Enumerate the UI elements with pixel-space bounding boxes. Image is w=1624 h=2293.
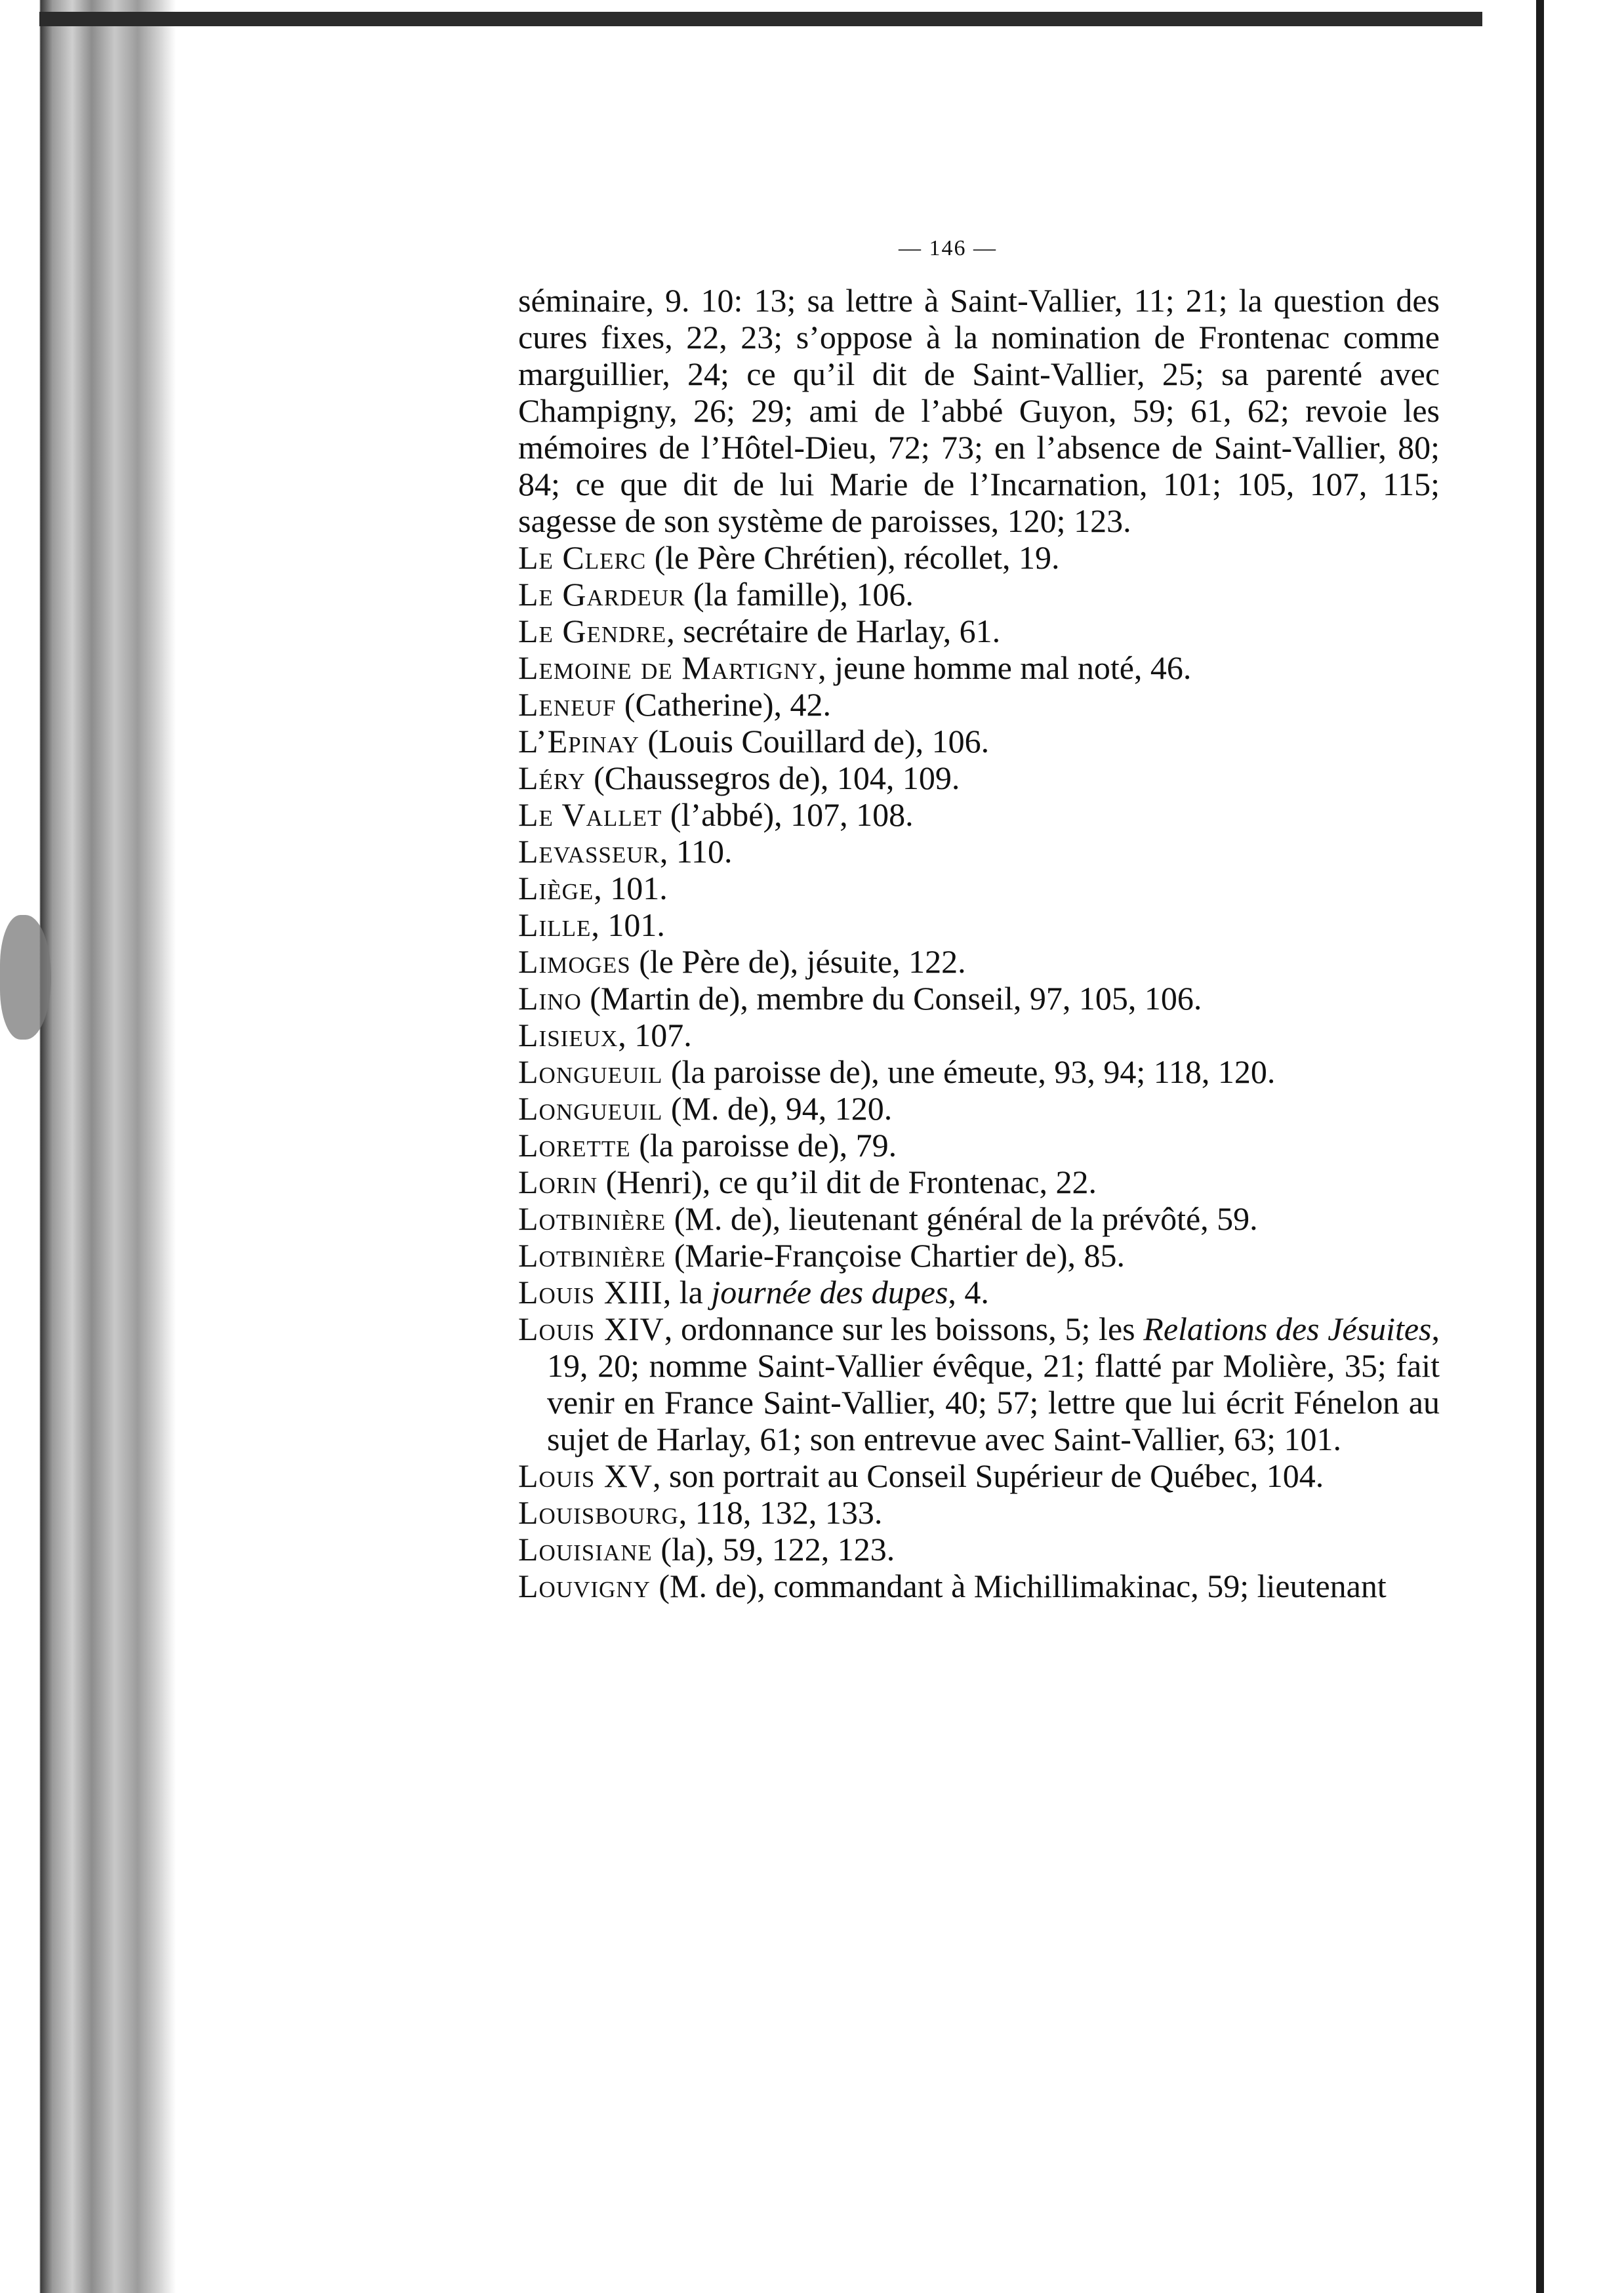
entry-text: (Marie-Françoise Chartier de), 85. xyxy=(666,1237,1125,1274)
index-entry xyxy=(518,760,1440,796)
entry-heading: Louvigny xyxy=(518,1568,651,1604)
entry-heading: Lorette xyxy=(518,1127,631,1164)
entry-heading: Lille xyxy=(518,906,592,943)
entry-heading: Lino xyxy=(518,980,582,1017)
index-entry xyxy=(518,906,1440,943)
entry-heading: Lotbinière xyxy=(518,1200,666,1237)
index-entry xyxy=(518,1127,1440,1164)
entry-text: , jeune homme mal noté, 46. xyxy=(818,649,1192,686)
entry-text: (Louis Couillard de), 106. xyxy=(639,723,990,760)
entry-heading: Louis XIV xyxy=(518,1310,664,1347)
entry-heading: Liège xyxy=(518,870,594,906)
entry-heading: Limoges xyxy=(518,943,631,980)
entry-heading: Lorin xyxy=(518,1164,598,1200)
entry-text: , ordonnance sur les boissons, 5; les xyxy=(664,1310,1144,1347)
entry-heading: Le Clerc xyxy=(518,539,647,576)
entry-text: (M. de), 94, 120. xyxy=(662,1090,893,1127)
entry-heading: Longueuil xyxy=(518,1090,663,1127)
index-entry xyxy=(518,1200,1440,1237)
entry-heading: Lotbinière xyxy=(518,1237,666,1274)
entry-text: , 107. xyxy=(618,1017,692,1053)
entry-text: , la xyxy=(662,1274,712,1310)
index-entry xyxy=(518,980,1440,1017)
entry-text: (Chaussegros de), 104, 109. xyxy=(585,760,960,796)
index-entry xyxy=(518,1237,1440,1274)
index-entry xyxy=(518,1274,1440,1310)
entry-text: (Martin de), membre du Conseil, 97, 105, 106. xyxy=(581,980,1202,1017)
entry-text: (la), 59, 122, 123. xyxy=(652,1531,895,1568)
entry-text: (M. de), commandant à Michillimakinac, 59; lieutenant xyxy=(650,1568,1387,1604)
entry-italic-title: journée des dupes xyxy=(711,1274,948,1310)
entry-heading: Louisbourg xyxy=(518,1494,679,1531)
index-entry xyxy=(518,1090,1440,1127)
entry-heading: Lisieux xyxy=(518,1017,619,1053)
entry-text: , 101. xyxy=(594,870,668,906)
entry-text: (Henri), ce qu’il dit de Frontenac, 22. xyxy=(598,1164,1097,1200)
entry-text: (l’abbé), 107, 108. xyxy=(662,796,914,833)
entry-heading: Louisiane xyxy=(518,1531,653,1568)
entry-text: (le Père de), jésuite, 122. xyxy=(630,943,966,980)
entry-heading: Louis XIII xyxy=(518,1274,663,1310)
entry-heading: Le Vallet xyxy=(518,796,662,833)
entry-heading: Levasseur xyxy=(518,833,660,870)
index-entry xyxy=(518,1457,1440,1494)
index-entry xyxy=(518,1568,1440,1604)
entry-italic-title: Relations des Jésuites xyxy=(1143,1310,1432,1347)
page-number: — 146 — xyxy=(899,236,997,260)
entry-text: , 101. xyxy=(591,906,665,943)
index-entry xyxy=(518,576,1440,613)
index-entry xyxy=(518,723,1440,760)
entry-text: , 110. xyxy=(659,833,733,870)
index-entry xyxy=(518,1531,1440,1568)
index-entry xyxy=(518,870,1440,906)
entry-text: (la paroisse de), une émeute, 93, 94; 118, 120. xyxy=(662,1053,1276,1090)
entry-heading: Léry xyxy=(518,760,586,796)
entry-text: (Catherine), 42. xyxy=(616,686,831,723)
entry-heading: Lemoine de Martigny xyxy=(518,649,819,686)
entry-heading: Leneuf xyxy=(518,686,617,723)
entry-text-tail: , 19, 20; nomme Saint-Vallier évêque, 21; flatté par Molière, 35; fait venir en France Saint-Vallier, 40; 57; lettre que lui écrit Fénelon au sujet de Harlay, 61; son entrevue avec Saint-Vallier, 63; 101. xyxy=(547,1310,1440,1457)
book-gutter-edge xyxy=(0,0,177,2293)
index-entry xyxy=(518,686,1440,723)
index-entry xyxy=(518,539,1440,576)
entry-text: (M. de), lieutenant général de la prévôté, 59. xyxy=(666,1200,1258,1237)
entry-heading: L’Epinay xyxy=(518,723,639,760)
index-entry xyxy=(518,1164,1440,1200)
entry-text: , 118, 132, 133. xyxy=(678,1494,883,1531)
page-top-edge xyxy=(39,12,1482,26)
index-entry xyxy=(518,613,1440,649)
entry-heading: Le Gendre xyxy=(518,613,667,649)
index-entry xyxy=(518,796,1440,833)
index-entry xyxy=(518,833,1440,870)
entry-heading: Le Gardeur xyxy=(518,576,685,613)
index-entry xyxy=(518,649,1440,686)
index-entry xyxy=(518,1053,1440,1090)
entry-text: (la famille), 106. xyxy=(685,576,914,613)
entry-text: , secrétaire de Harlay, 61. xyxy=(666,613,1001,649)
index-text xyxy=(518,282,1440,1604)
scan-margin xyxy=(1545,0,1624,2293)
index-entry xyxy=(518,1310,1440,1457)
entry-text: (la paroisse de), 79. xyxy=(630,1127,897,1164)
entry-heading: Louis XV xyxy=(518,1457,653,1494)
page-right-edge xyxy=(1536,0,1544,2293)
entry-text: , son portrait au Conseil Supérieur de Québec, 104. xyxy=(652,1457,1324,1494)
index-entry xyxy=(518,282,1440,539)
entry-text-tail: , 4. xyxy=(948,1274,989,1310)
index-entry xyxy=(518,943,1440,980)
scan-smudge xyxy=(0,915,51,1040)
entry-text: séminaire, 9. 10: 13; sa lettre à Saint-Vallier, 11; 21; la question des cures fixes, 22, 23; s’oppose à la nomination de Frontenac comme marguillier, 24; ce qu’il dit de Saint-Vallier, 25; sa parenté avec Champigny, 26; 29; ami de l’abbé Guyon, 59; 61, 62; revoie les mémoires de l’Hôtel-Dieu, 72; 73; en l’absence de Saint-Vallier, 80; 84; ce que dit de lui Marie de l’Incarnation, 101; 105, 107, 115; sagesse de son système de paroisses, 120; 123. xyxy=(518,282,1440,539)
entry-heading: Longueuil xyxy=(518,1053,663,1090)
index-entry xyxy=(518,1494,1440,1531)
index-entry xyxy=(518,1017,1440,1053)
entry-text: (le Père Chrétien), récollet, 19. xyxy=(646,539,1060,576)
